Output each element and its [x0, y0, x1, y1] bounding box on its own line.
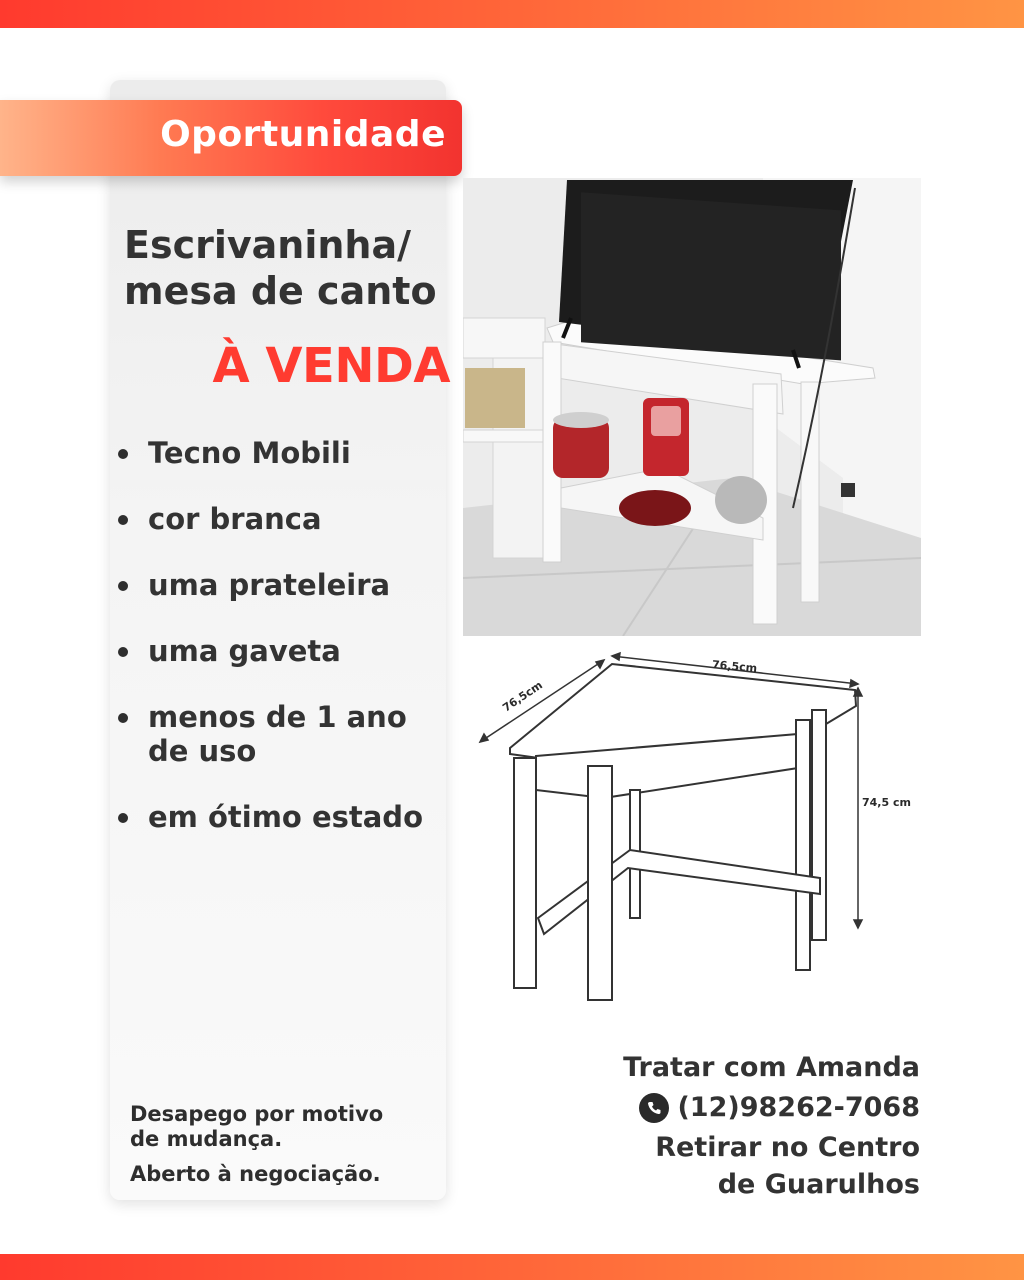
bullet-icon: [118, 813, 128, 823]
dimensions-diagram: [470, 650, 920, 1010]
sale-label: À VENDA: [212, 338, 450, 394]
product-title: [124, 222, 454, 314]
title-line-2: mesa de canto: [124, 269, 437, 313]
height-dimension-label: 74,5 cm: [862, 796, 911, 809]
title-line-1: Escrivaninha/: [124, 223, 411, 267]
bullet-icon: [118, 581, 128, 591]
contact-name: Tratar com Amanda: [623, 1052, 920, 1083]
bullet-icon: [118, 515, 128, 525]
negotiation-note: Aberto à negociação.: [130, 1162, 381, 1186]
pickup-line-2: de Guarulhos: [717, 1169, 920, 1200]
ribbon-label: Oportunidade: [160, 114, 446, 155]
pickup-line-1: Retirar no Centro: [655, 1132, 920, 1163]
product-photo-illustration: [463, 178, 921, 636]
phone-number[interactable]: (12)98262-7068: [677, 1092, 920, 1123]
bullet-icon: [118, 449, 128, 459]
top-accent-bar: [0, 0, 1024, 28]
contact-block: [600, 1048, 920, 1202]
whatsapp-icon: [639, 1093, 669, 1123]
phone-row: [600, 1088, 920, 1128]
bullet-icon: [118, 647, 128, 657]
width-dimension-label: 76,5cm: [711, 658, 758, 675]
product-photo: [463, 178, 921, 636]
opportunity-ribbon: [0, 100, 462, 176]
depth-dimension-label: 76,5cm: [500, 678, 545, 715]
bottom-accent-bar: [0, 1254, 1024, 1280]
bullet-icon: [118, 713, 128, 723]
desk-line-drawing: [470, 650, 920, 1010]
reason-note: Desapego por motivo de mudança.: [130, 1102, 384, 1151]
